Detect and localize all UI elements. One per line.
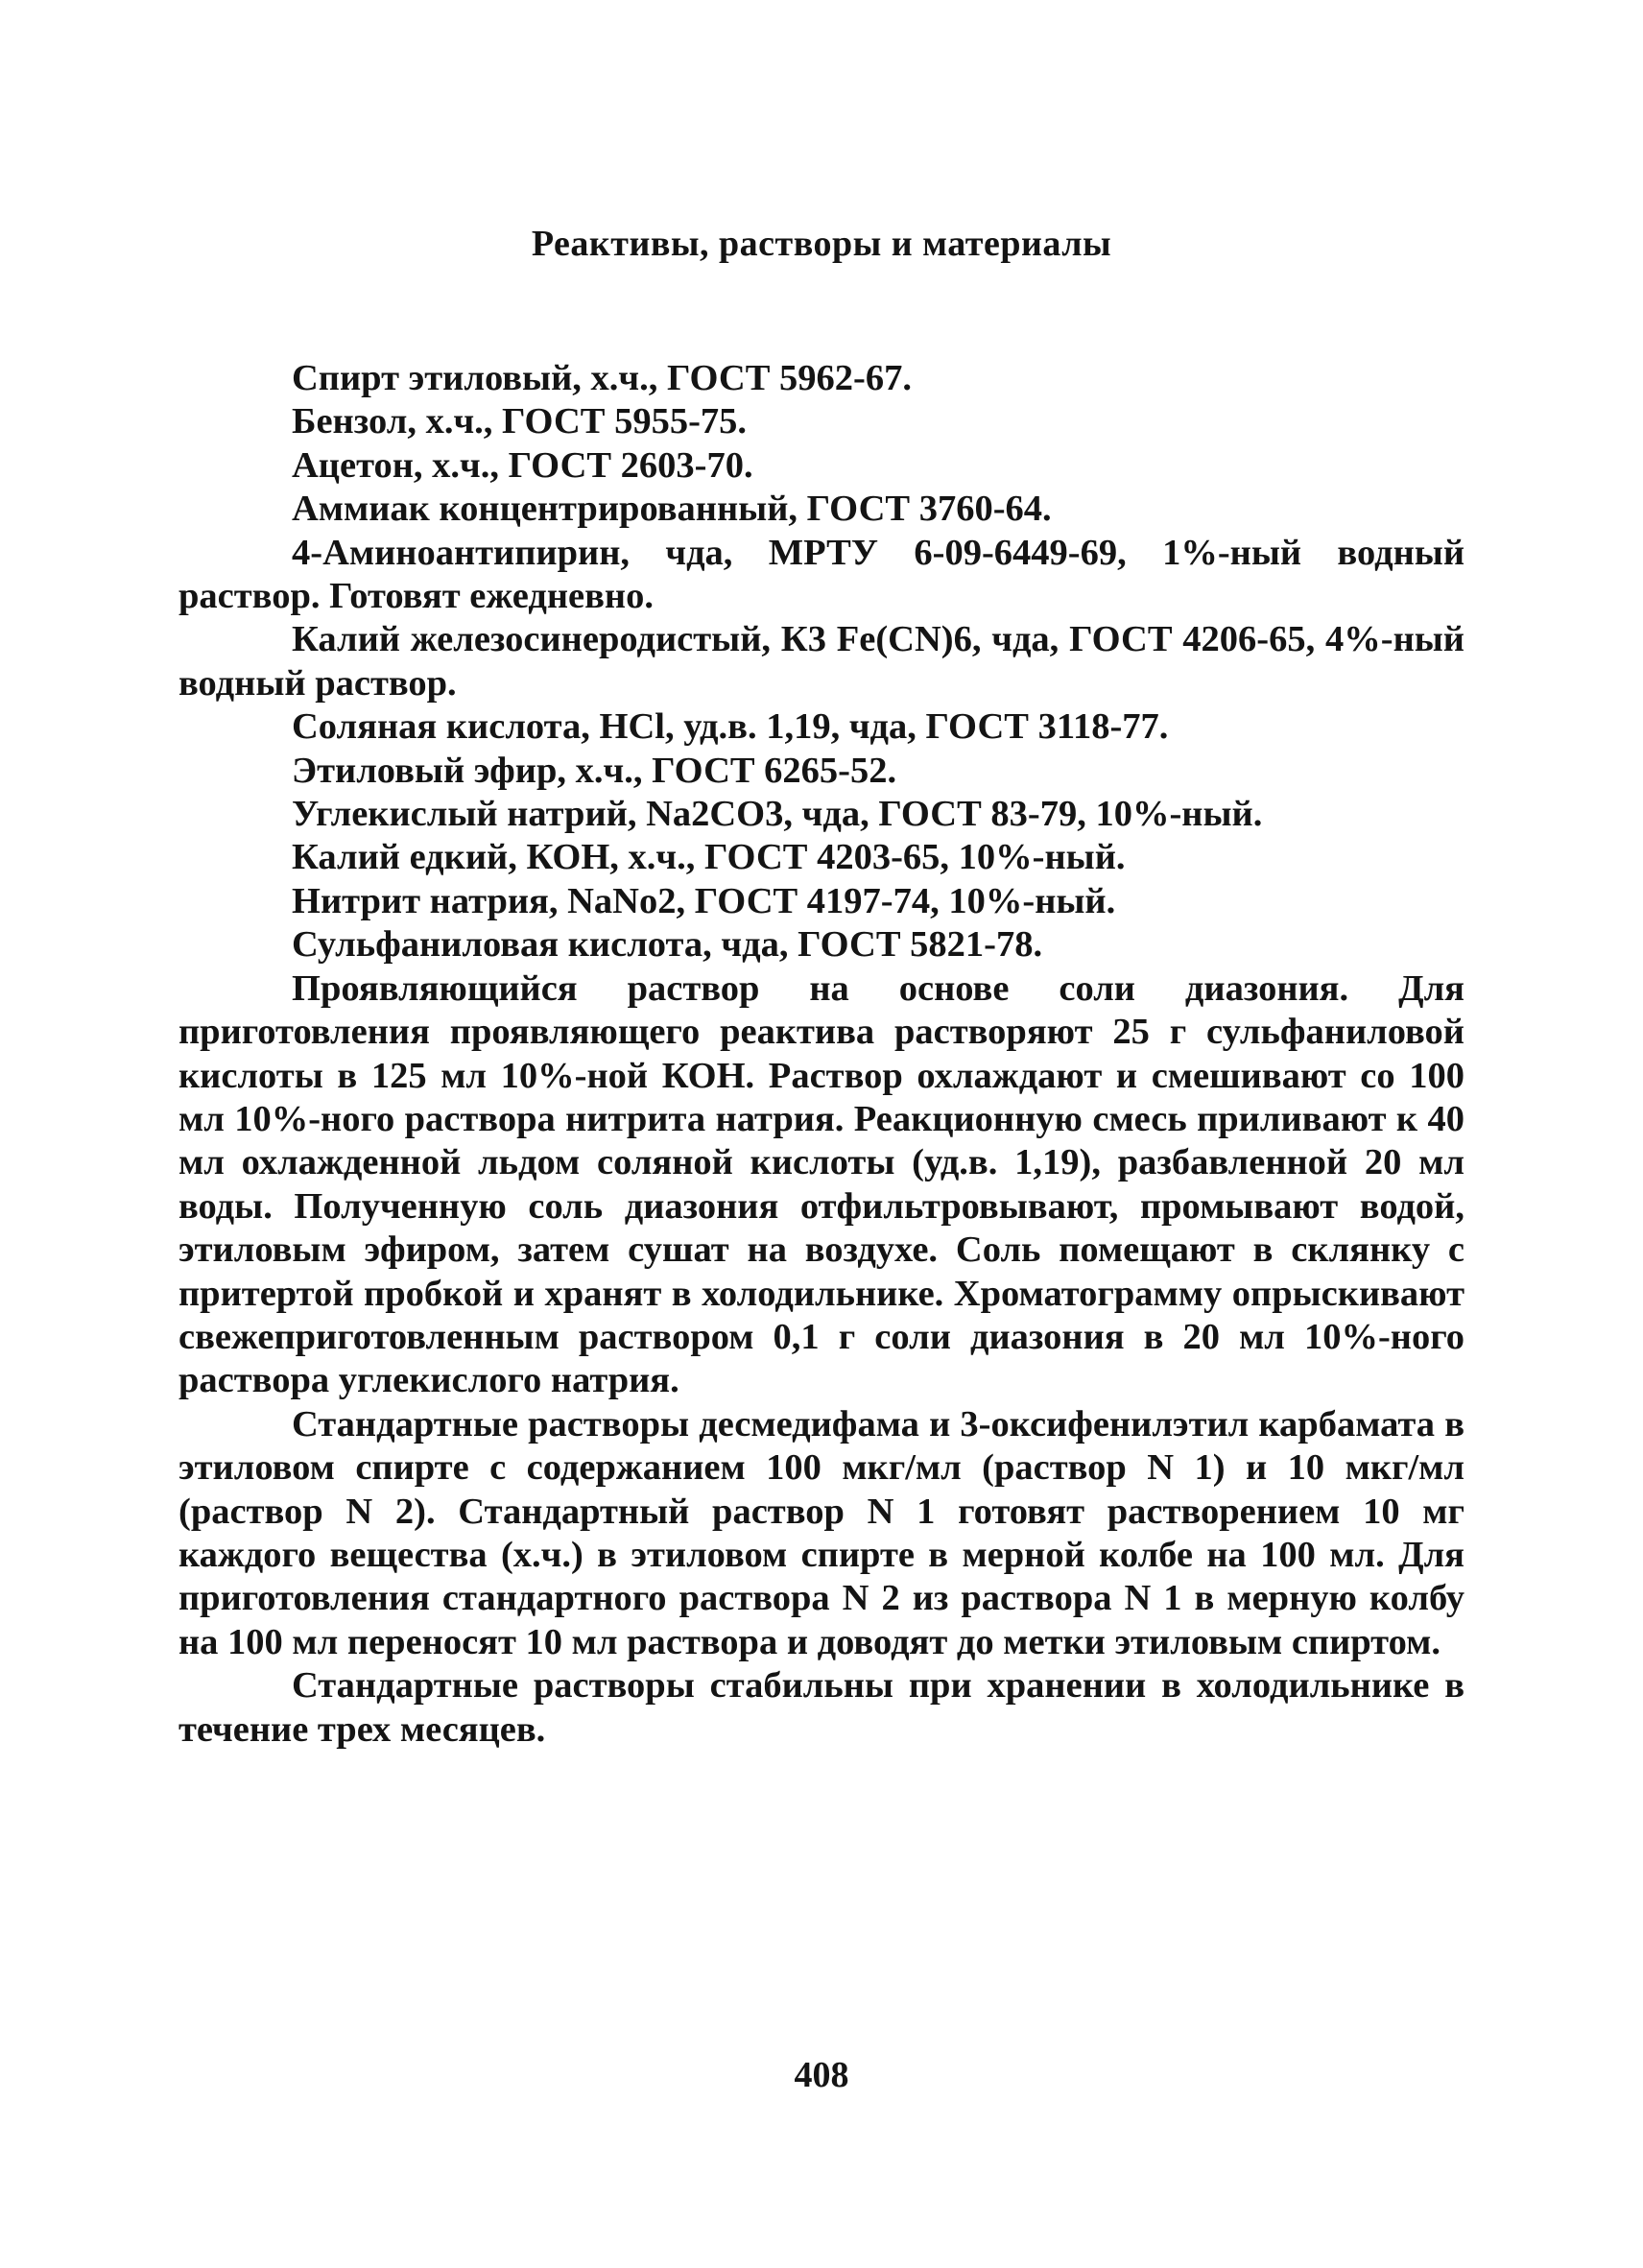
paragraph-developer-solution: Проявляющийся раствор на основе соли диазония. Для приготовления проявляющего реактива растворяют 25 г сульфаниловой кислоты в 125 мл 10%-ной КОН. Раствор охлаждают и смешивают со 100 мл 10%-ного раствора нитрита натрия. Реакционную смесь приливают к 40 мл охлажденной льдом соляной кислоты (уд.в. 1,19), разбавленной 20 мл воды. Полученную соль диазония отфильтровывают, промывают водой, этиловым эфиром, затем сушат на воздухе. Соль помещают в склянку с притертой пробкой и хранят в холодильнике. Хроматограмму опрыскивают свежеприготовленным раствором 0,1 г соли диазония в 20 мл 10%-ного раствора углекислого натрия. (179, 967, 1464, 1401)
reagent-item: Углекислый натрий, Na2CO3, чда, ГОСТ 83-79, 10%-ный. (292, 794, 1263, 835)
page-number: 408 (794, 2055, 849, 2095)
reagent-item: Калий железосинеродистый, К3 Fe(CN)6, чда, ГОСТ 4206-65, 4%-ный водный раствор. (179, 619, 1464, 704)
reagent-item: Соляная кислота, HCl, уд.в. 1,19, чда, ГОСТ 3118-77. (292, 706, 1169, 748)
reagent-item: Аммиак концентрированный, ГОСТ 3760-64. (292, 489, 1052, 530)
reagent-item: Спирт этиловый, х.ч., ГОСТ 5962-67. (292, 358, 912, 398)
paragraph-standard-solutions: Стандартные растворы десмедифама и 3-оксифенилэтил карбамата в этиловом спирте с содержанием 100 мкг/мл (раствор N 1) и 10 мкг/мл (раствор N 2). Стандартный раствор N 1 готовят растворением 10 мг каждого вещества (х.ч.) в этиловом спирте в мерной колбе на 100 мл. Для приготовления стандартного раствора N 2 из раствора N 1 в мерную колбу на 100 мл переносят 10 мл раствора и доводят до метки этиловым спиртом. (179, 1403, 1464, 1662)
reagent-item: Нитрит натрия, NaNo2, ГОСТ 4197-74, 10%-ный. (292, 880, 1116, 921)
reagent-item: Бензол, х.ч., ГОСТ 5955-75. (292, 401, 748, 442)
reagent-item: Сульфаниловая кислота, чда, ГОСТ 5821-78. (292, 924, 1043, 966)
reagent-item: Ацетон, х.ч., ГОСТ 2603-70. (292, 444, 753, 486)
section-heading: Реактивы, растворы и материалы (531, 224, 1112, 264)
paragraph-stability: Стандартные растворы стабильны при хранении в холодильнике в течение трех месяцев. (179, 1665, 1464, 1750)
body-text (179, 357, 1464, 1752)
reagent-item: 4-Аминоантипирин, чда, МРТУ 6-09-6449-69, 1%-ный водный раствор. Готовят ежедневно. (179, 532, 1464, 617)
reagent-item: Калий едкий, КОН, х.ч., ГОСТ 4203-65, 10%-ный. (292, 837, 1126, 878)
reagent-item: Этиловый эфир, х.ч., ГОСТ 6265-52. (292, 750, 897, 791)
